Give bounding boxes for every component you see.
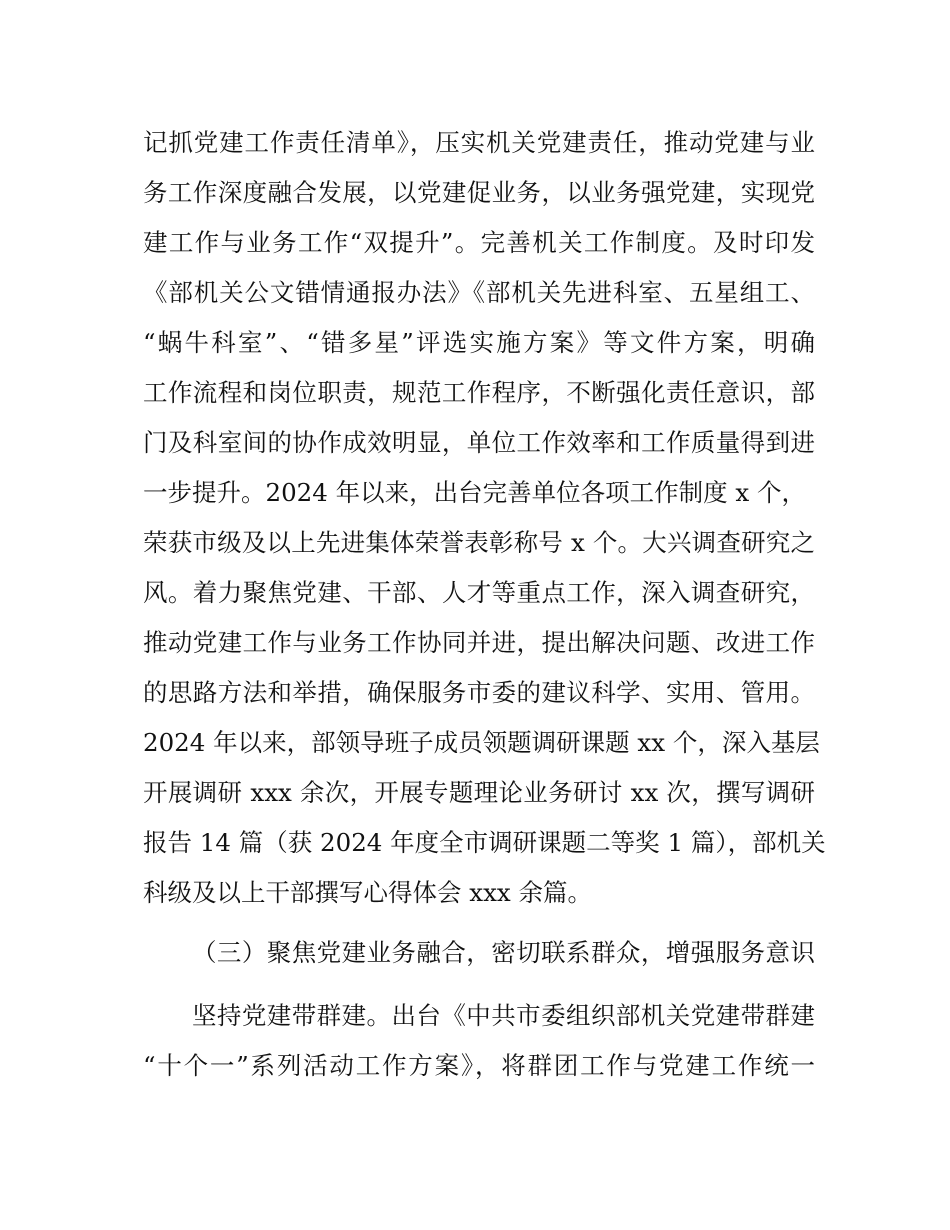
paragraph-line: 工作流程和岗位职责，规范工作程序，不断强化责任意识，部 <box>143 378 815 407</box>
paragraph-line: 科级及以上干部撰写心得体会 xxx 余篇。 <box>143 878 593 907</box>
paragraph-line: 门及科室间的协作成效明显，单位工作效率和工作质量得到进 <box>143 428 815 457</box>
paragraph-line: 一步提升。2024 年以来，出台完善单位各项工作制度 x 个， <box>143 478 807 507</box>
paragraph-line: 推动党建工作与业务工作协同并进，提出解决问题、改进工作 <box>143 628 815 657</box>
paragraph-line: 务工作深度融合发展，以党建促业务，以业务强党建，实现党 <box>143 178 815 207</box>
paragraph-line: 坚持党建带群建。出台《中共市委组织部机关党建带群建 <box>192 1001 815 1030</box>
paragraph-line: 2024 年以来，部领导班子成员领题调研课题 xx 个，深入基层 <box>143 728 820 757</box>
section-heading: （三）聚焦党建业务融合，密切联系群众，增强服务意识 <box>192 938 815 967</box>
paragraph-line: “蜗牛科室”、“错多星”评选实施方案》等文件方案，明确 <box>143 328 815 357</box>
paragraph-line: 荣获市级及以上先进集体荣誉表彰称号 x 个。大兴调查研究之 <box>143 528 815 557</box>
paragraph-line: 建工作与业务工作“双提升”。完善机关工作制度。及时印发 <box>143 228 815 257</box>
paragraph-line: 记抓党建工作责任清单》，压实机关党建责任，推动党建与业 <box>143 128 815 157</box>
paragraph-line: 开展调研 xxx 余次，开展专题理论业务研讨 xx 次，撰写调研 <box>143 778 815 807</box>
paragraph-line: 的思路方法和举措，确保服务市委的建议科学、实用、管用。 <box>143 678 815 707</box>
paragraph-line: 报告 14 篇（获 2024 年度全市调研课题二等奖 1 篇），部机关 <box>143 828 826 857</box>
paragraph-line: 《部机关公文错情通报办法》《部机关先进科室、五星组工、 <box>143 278 815 307</box>
paragraph-line: “十个一”系列活动工作方案》，将群团工作与党建工作统一 <box>143 1051 815 1080</box>
paragraph-line: 风。着力聚焦党建、干部、人才等重点工作，深入调查研究， <box>143 578 815 607</box>
